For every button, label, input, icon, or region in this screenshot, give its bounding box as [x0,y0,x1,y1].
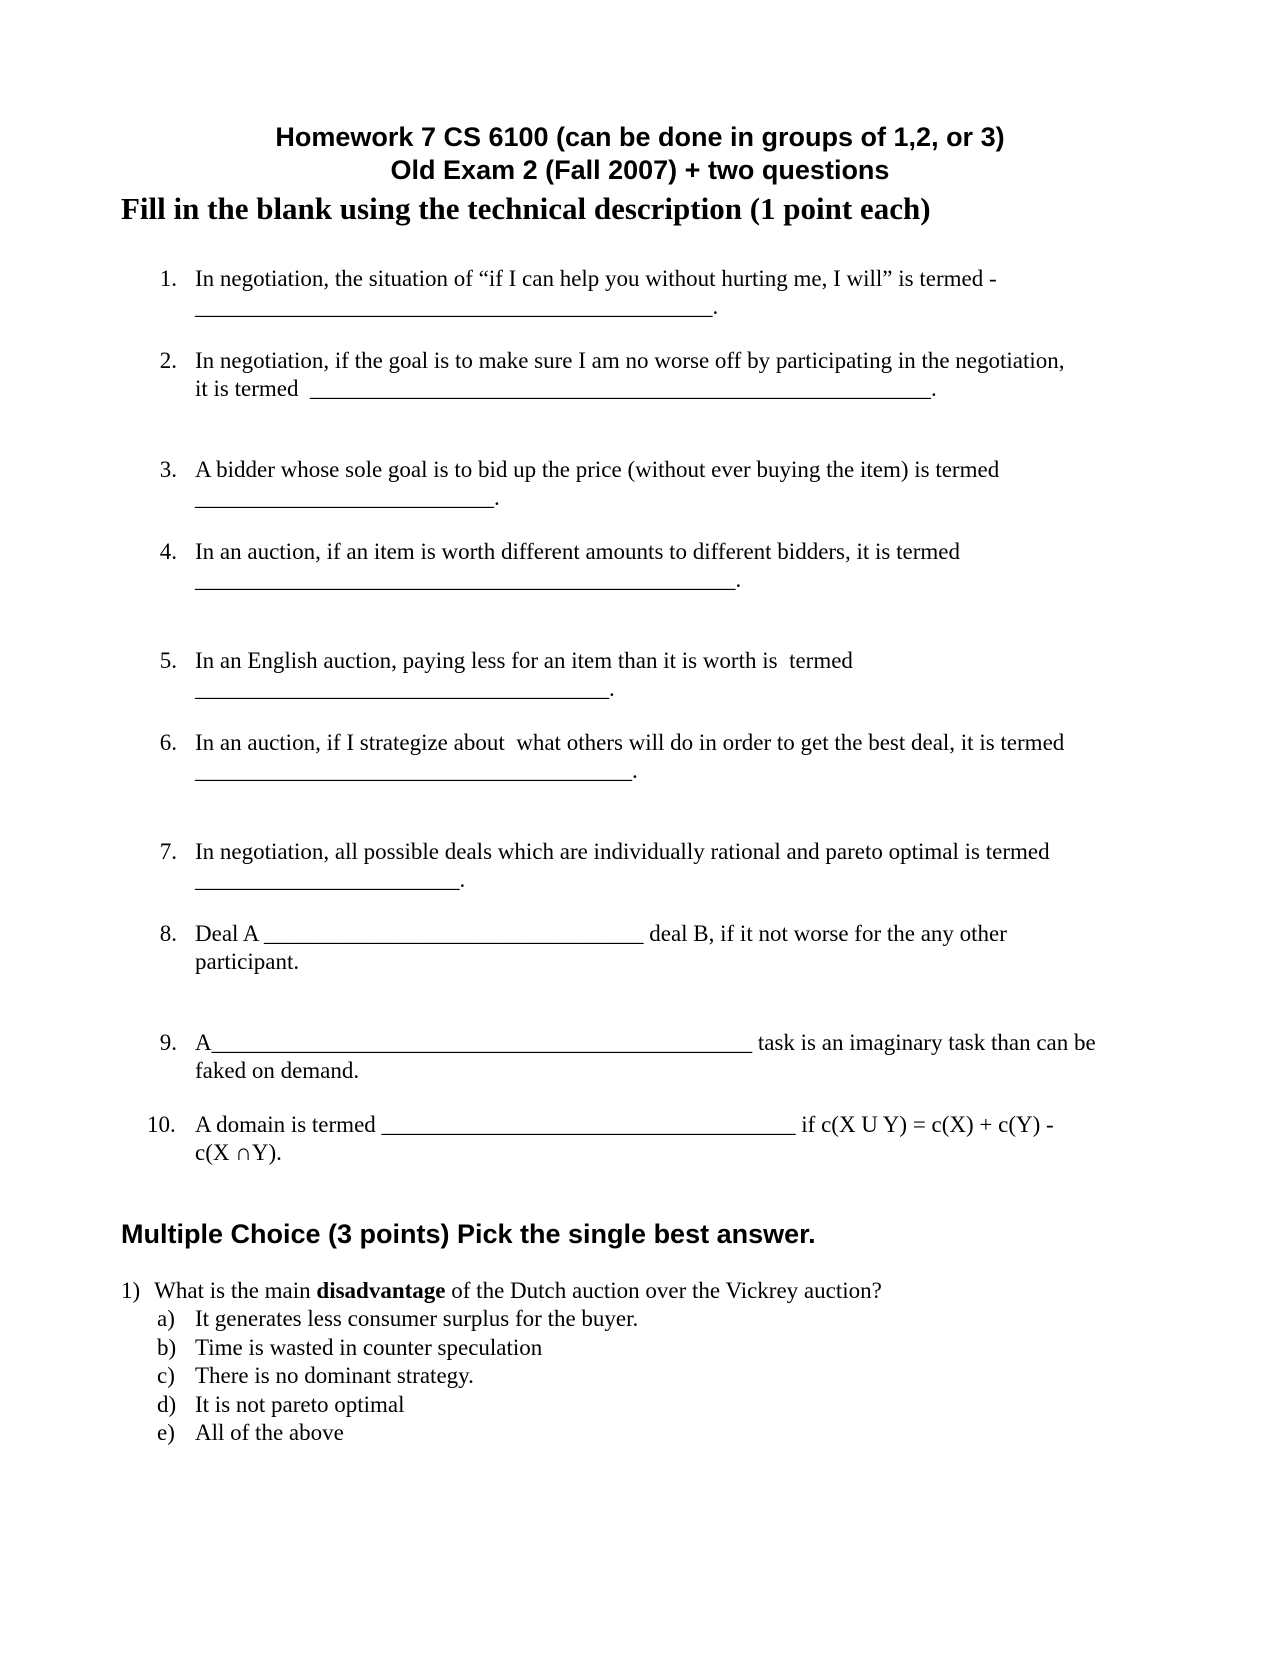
question-text: faked on demand. [195,1058,360,1083]
answer-blank[interactable]: _______________________. [195,867,466,892]
question-text: A bidder whose sole goal is to bid up the price (without ever buying the item) is termed [195,457,1000,482]
mc-option-b[interactable] [157,1334,542,1363]
question-number: 7. [159,839,177,864]
question-body [195,1111,1155,1167]
answer-blank[interactable]: _____________________________________________. [195,294,719,319]
question-text: In negotiation, the situation of “if I can help you without hurting me, I will” is termed - [195,266,997,291]
doc-subtitle: Old Exam 2 (Fall 2007) + two questions [390,155,890,185]
question-text: participant. [195,949,300,974]
question-text: In an auction, if an item is worth different amounts to different bidders, it is termed [195,539,960,564]
question-body [195,456,1155,512]
stem-emphasis: disadvantage [316,1278,446,1303]
question-text: In an English auction, paying less for an item than it is worth is termed [195,648,853,673]
answer-blank[interactable]: ____________________________________. [195,676,615,701]
question-text: In negotiation, if the goal is to make sure I am no worse off by participating in the negotiation, [195,348,1065,373]
option-text: There is no dominant strategy. [195,1363,474,1388]
stem-text: of the Dutch auction over the Vickrey auction? [445,1278,882,1303]
question-number: 5. [159,648,177,673]
question-number: 2. [159,348,177,373]
option-text: All of the above [195,1420,344,1445]
stem-text: What is the main [154,1278,317,1303]
option-label: e) [157,1420,175,1445]
option-text: Time is wasted in counter speculation [195,1334,543,1360]
mc-option-e[interactable] [157,1419,344,1448]
question-body [195,920,1155,976]
mc-option-d[interactable] [157,1391,405,1420]
answer-blank[interactable]: it is termed ______________________________________________________. [195,376,937,401]
question-text-with-blank[interactable]: A domain is termed ____________________________________ if c(X U Y) = c(X) + c(Y) - [195,1112,1054,1137]
question-body [195,265,1155,321]
answer-blank[interactable]: _______________________________________________. [195,567,742,592]
question-text-with-blank[interactable]: Deal A _________________________________ deal B, if it not worse for the any other [195,921,1007,946]
question-number: 9. [159,1030,177,1055]
question-text: In an auction, if I strategize about what others will do in order to get the best deal, it is termed [195,730,1065,755]
option-label: b) [157,1334,177,1360]
question-body [195,347,1155,403]
question-number: 1. [159,266,177,291]
question-number: 10. [147,1112,176,1137]
answer-blank[interactable]: ______________________________________. [195,758,638,783]
fill-section-title: Fill in the blank using the technical description (1 point each) [121,191,931,226]
mc-option-c[interactable] [157,1362,474,1391]
option-text: It generates less consumer surplus for the buyer. [195,1306,639,1331]
doc-title: Homework 7 CS 6100 (can be done in groups of 1,2, or 3) [275,122,1005,152]
question-text: In negotiation, all possible deals which are individually rational and pareto optimal is termed [195,839,1050,864]
option-text: It is not pareto optimal [195,1391,405,1417]
mc-section-title: Multiple Choice (3 points) Pick the single best answer. [121,1219,816,1249]
question-text: c(X ∩Y). [195,1140,282,1165]
question-body [195,729,1155,785]
question-number: 8. [159,921,177,946]
mc-question-stem [121,1277,882,1306]
question-text-with-blank[interactable]: A_______________________________________________ task is an imaginary task than can be [195,1030,1096,1055]
question-body [195,1029,1155,1085]
question-body [195,538,1155,594]
question-body [195,647,1155,703]
option-label: c) [157,1363,175,1388]
option-label: d) [157,1391,177,1417]
question-number: 3. [159,457,177,482]
question-number: 6. [159,730,177,755]
question-number: 4. [159,539,177,564]
question-number: 1) [121,1278,141,1303]
mc-option-a[interactable] [157,1305,638,1334]
answer-blank[interactable]: __________________________. [195,485,500,510]
option-label: a) [157,1306,175,1331]
question-body [195,838,1155,894]
